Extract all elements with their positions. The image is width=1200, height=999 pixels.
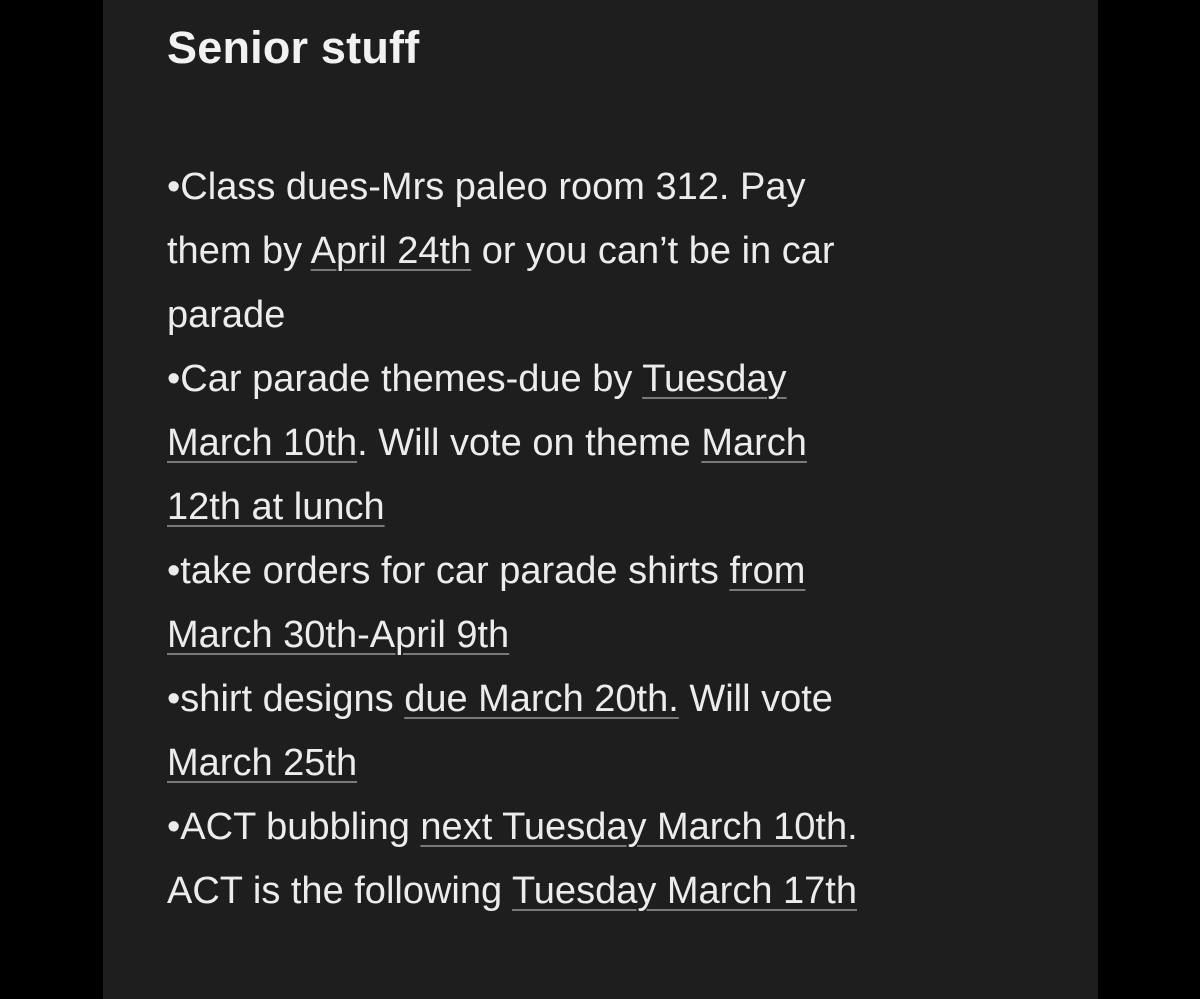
note-text: •take orders for car parade shirts <box>167 550 730 592</box>
note-line <box>167 859 1027 923</box>
note-line <box>167 475 1027 539</box>
note-line <box>167 155 1027 219</box>
date-link[interactable]: March <box>701 422 807 464</box>
note-text: •shirt designs <box>167 678 405 720</box>
note-line <box>167 411 1027 475</box>
note-line <box>167 539 1027 603</box>
note-text: •Class dues-Mrs paleo room 312. Pay <box>167 166 806 208</box>
date-link[interactable]: from <box>729 550 806 592</box>
note-line <box>167 603 1027 667</box>
note-line <box>167 283 1027 347</box>
date-link[interactable]: Tuesday <box>642 358 787 400</box>
note-text: . Will vote on theme <box>357 422 702 464</box>
note-line <box>167 667 1027 731</box>
date-link[interactable]: March 10th <box>167 422 358 464</box>
note-body[interactable] <box>167 155 1027 923</box>
note-text: •Car parade themes-due by <box>167 358 643 400</box>
date-link[interactable]: next Tuesday March 10th <box>420 806 848 848</box>
date-link[interactable]: April 24th <box>310 230 472 272</box>
note-text: •ACT bubbling <box>167 806 421 848</box>
note-text: Will vote <box>678 678 833 720</box>
note-line <box>167 219 1027 283</box>
note-line <box>167 347 1027 411</box>
note-line <box>167 795 1027 859</box>
date-link[interactable]: March 30th-April 9th <box>167 614 510 656</box>
date-link[interactable]: due March 20th. <box>404 678 679 720</box>
note-text: or you can’t be in car <box>471 230 835 272</box>
date-link[interactable]: Tuesday March 17th <box>512 870 857 912</box>
note-text: . <box>847 806 858 848</box>
note-text: ACT is the following <box>167 870 512 912</box>
note-text: them by <box>167 230 311 272</box>
date-link[interactable]: 12th at lunch <box>167 486 385 528</box>
note-title: Senior stuff <box>167 22 420 73</box>
date-link[interactable]: March 25th <box>167 742 358 784</box>
note-line <box>167 731 1027 795</box>
note-text: parade <box>167 294 286 336</box>
